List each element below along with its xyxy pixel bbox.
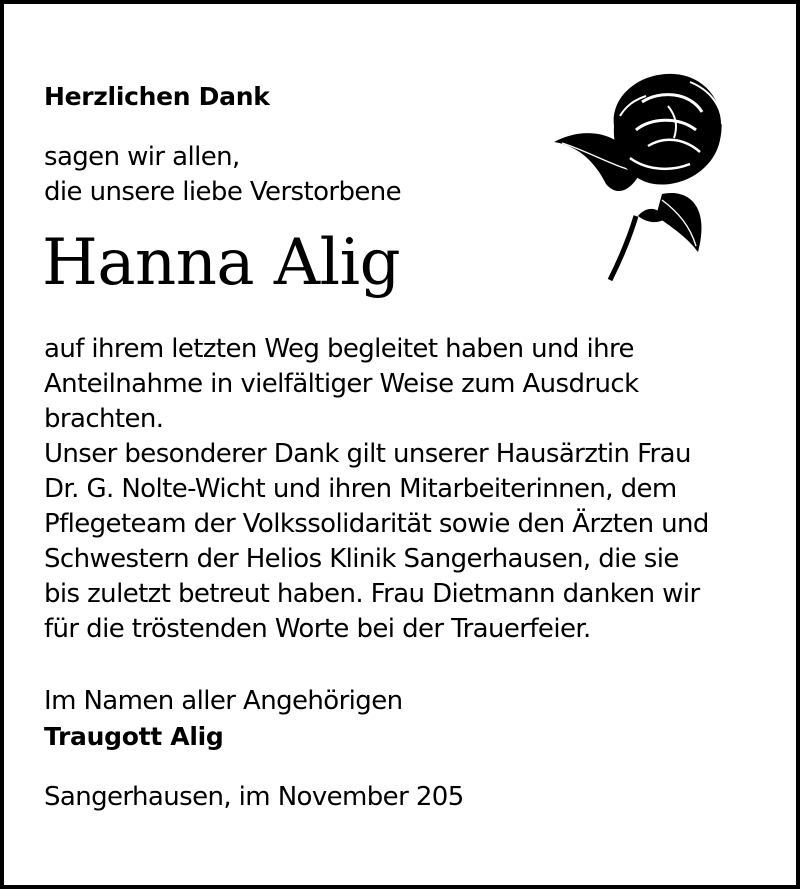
header-title: Herzlichen Dank bbox=[44, 82, 270, 111]
body-line: bis zuletzt betreut haben. Frau Dietmann danken wir bbox=[44, 579, 700, 609]
rose-icon bbox=[550, 66, 740, 284]
body-line: Dr. G. Nolte-Wicht und ihren Mitarbeiterinnen, dem bbox=[44, 474, 677, 504]
body-line: für die tröstenden Worte bei der Trauerfeier. bbox=[44, 614, 591, 644]
body-line: Schwestern der Helios Klinik Sangerhausen, die sie bbox=[44, 544, 679, 574]
intro-line-1: sagen wir allen, bbox=[44, 142, 240, 172]
place-date: Sangerhausen, im November 205 bbox=[44, 782, 464, 812]
closing-line: Im Namen aller Angehörigen bbox=[44, 686, 403, 716]
signer-name: Traugott Alig bbox=[44, 722, 224, 751]
body-line: auf ihrem letzten Weg begleitet haben und ihre bbox=[44, 334, 634, 364]
body-line: Unser besonderer Dank gilt unserer Hausärztin Frau bbox=[44, 439, 691, 469]
deceased-name: Hanna Alig bbox=[42, 226, 401, 300]
intro-line-2: die unsere liebe Verstorbene bbox=[44, 177, 402, 207]
body-line: Anteilnahme in vielfältiger Weise zum Ausdruck bbox=[44, 369, 639, 399]
body-line: Pflegeteam der Volkssolidarität sowie den Ärzten und bbox=[44, 509, 709, 539]
body-line: brachten. bbox=[44, 404, 164, 434]
